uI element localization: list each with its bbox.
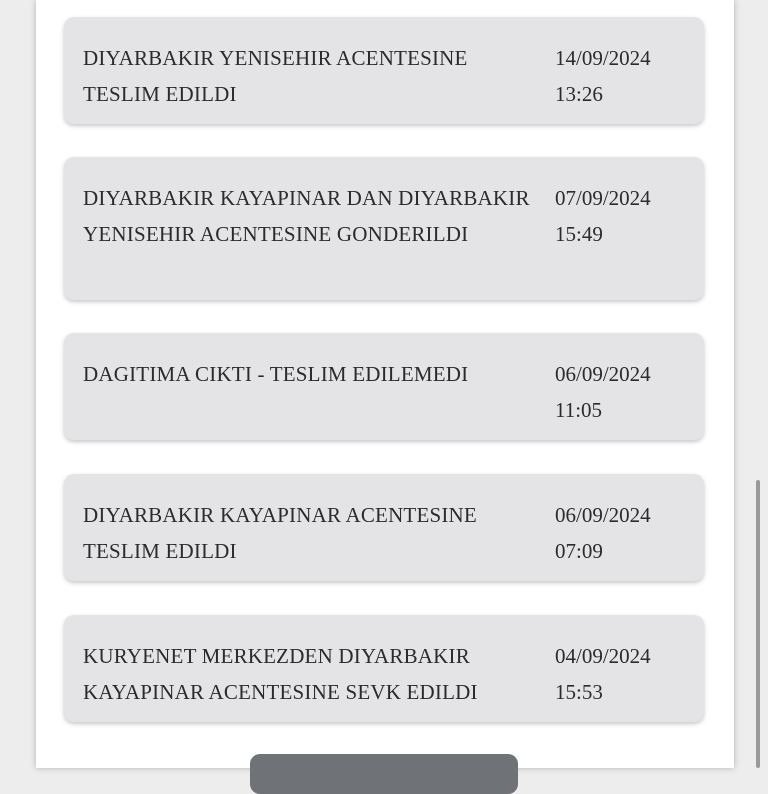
event-description: DIYARBAKIR KAYAPINAR DAN DIYARBAKIR YENISEHIR ACENTESINE GONDERILDI (83, 186, 530, 246)
event-date: 06/09/2024 (555, 503, 651, 527)
event-date: 06/09/2024 (555, 362, 651, 386)
tracking-event-card (64, 17, 704, 124)
tracking-event-card (64, 157, 704, 300)
event-date: 14/09/2024 (555, 46, 651, 70)
event-date: 04/09/2024 (555, 644, 651, 668)
event-description: DIYARBAKIR YENISEHIR ACENTESINE TESLIM EDILDI (83, 46, 468, 106)
event-datetime (555, 357, 695, 428)
event-datetime (555, 181, 695, 252)
event-description: DAGITIMA CIKTI - TESLIM EDILEMEDI (83, 362, 469, 386)
tracking-event-card (64, 333, 704, 440)
event-datetime (555, 41, 695, 112)
bottom-action-button[interactable] (250, 754, 518, 794)
tracking-event-card (64, 615, 704, 722)
scrollbar-thumb[interactable] (756, 480, 760, 768)
event-description: DIYARBAKIR KAYAPINAR ACENTESINE TESLIM EDILDI (83, 503, 477, 563)
event-date: 07/09/2024 (555, 186, 651, 210)
event-datetime (555, 498, 695, 569)
event-time: 15:53 (555, 679, 603, 704)
event-time: 15:49 (555, 221, 603, 246)
event-time: 07:09 (555, 538, 603, 563)
tracking-event-card (64, 474, 704, 581)
event-time: 11:05 (555, 397, 603, 422)
event-datetime (555, 639, 695, 710)
event-time: 13:26 (555, 81, 603, 106)
event-description: KURYENET MERKEZDEN DIYARBAKIR KAYAPINAR ACENTESINE SEVK EDILDI (83, 644, 478, 704)
